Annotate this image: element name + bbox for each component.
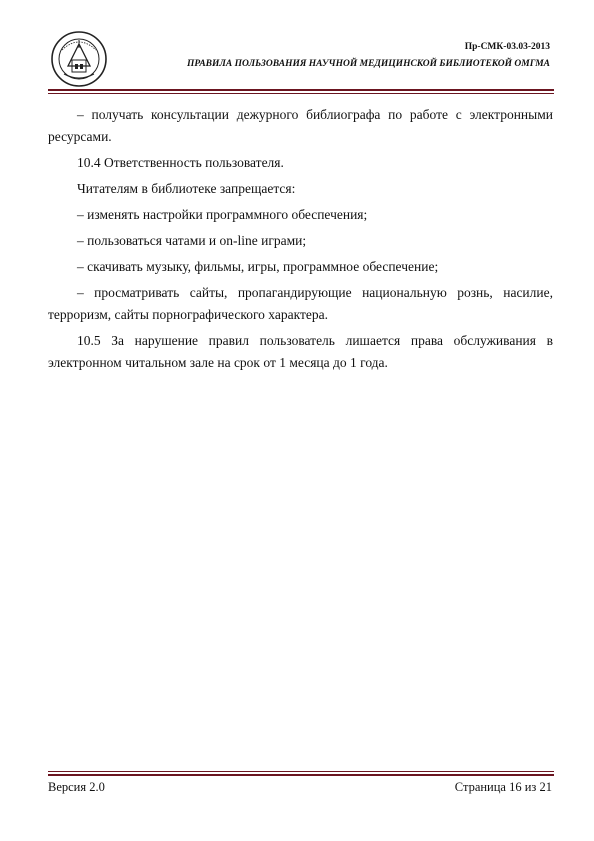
paragraph-consultation: – получать консультации дежурного библиографа по работе с электронными ресурсами. — [48, 107, 553, 144]
list-item-downloads: – скачивать музыку, фильмы, игры, программное обеспечение; — [77, 259, 439, 274]
version-label: Версия 2.0 — [48, 780, 105, 794]
document-code: Пр-СМК-03.03-2013 — [464, 42, 550, 52]
list-item-settings: – изменять настройки программного обеспечения; — [77, 207, 368, 222]
page-body — [48, 104, 553, 374]
list-item-websites: – просматривать сайты, пропагандирующие национальную рознь, насилие, терроризм, сайты порнографического характера. — [48, 285, 553, 322]
list-item-chats: – пользоваться чатами и on-line играми; — [77, 233, 307, 248]
header-rule-thin — [48, 93, 554, 94]
section-10-5: 10.5 За нарушение правил пользователь лишается права обслуживания в электронном читальном зале на срок от 1 месяца до 1 года. — [48, 333, 553, 370]
footer-rule-thin — [48, 771, 554, 772]
section-heading-10-4: 10.4 Ответственность пользователя. — [77, 155, 284, 170]
paragraph-prohibited-intro: Читателям в библиотеке запрещается: — [77, 181, 296, 196]
page-number: Страница 16 из 21 — [454, 780, 552, 794]
academy-seal-icon — [50, 30, 108, 88]
page-header — [48, 30, 554, 90]
document-title: ПРАВИЛА ПОЛЬЗОВАНИЯ НАУЧНОЙ МЕДИЦИНСКОЙ БИБЛИОТЕКОЙ ОМГМА — [186, 59, 550, 69]
footer-rule — [48, 774, 554, 776]
header-rule — [48, 89, 554, 91]
